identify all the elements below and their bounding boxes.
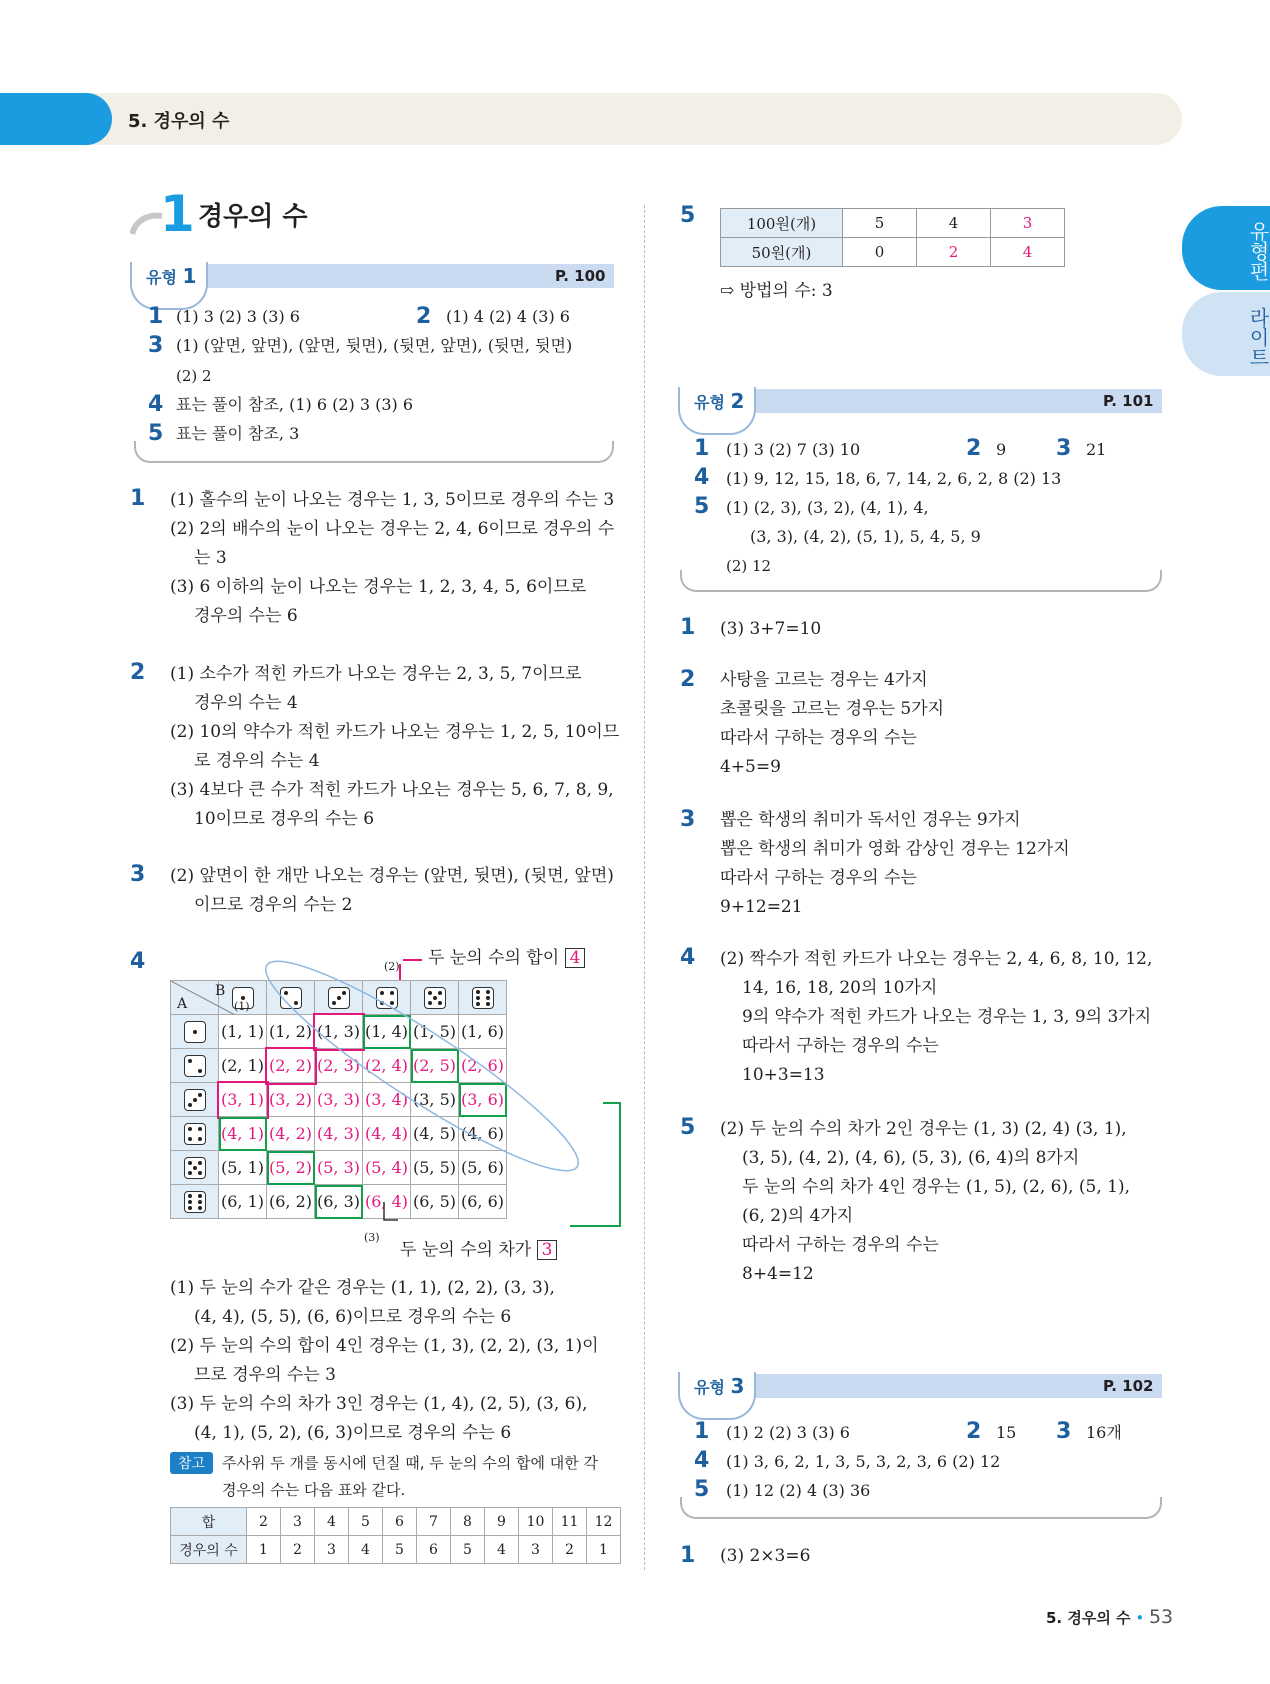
t2-ans-num-5: 5: [694, 494, 710, 519]
chapter-title: 5. 경우의 수: [128, 111, 230, 132]
sol2-line2: 경우의 수는 4: [194, 693, 298, 713]
t3sol1: (3) 2×3=6: [720, 1546, 811, 1566]
cell-3-2: (3, 2): [267, 1083, 315, 1117]
t2-ans-num-3: 3: [1056, 436, 1072, 461]
cell-2-6: (2, 6): [459, 1049, 507, 1083]
sum-cell: 3: [281, 1508, 315, 1536]
count-cell: 2: [281, 1536, 315, 1564]
t2sol4-2: 14, 16, 18, 20의 10가지: [742, 978, 938, 998]
cell-5-6: (5, 6): [459, 1151, 507, 1185]
t2sol5-6: 8+4=12: [742, 1264, 814, 1284]
footer-chapter: 5. 경우의 수: [1046, 1609, 1131, 1627]
coin-cell: 4: [917, 209, 991, 238]
t1-ans-3b: (2) 2: [176, 367, 212, 385]
sum-cell: 7: [417, 1508, 451, 1536]
t2sol5-2: (3, 5), (4, 2), (4, 6), (5, 3), (6, 4)의 8가지: [742, 1148, 1080, 1168]
sol5-result: ⇨ 방법의 수: 3: [720, 281, 833, 301]
t2sol2-2: 초콜릿을 고르는 경우는 5가지: [720, 699, 945, 719]
dice-table-corner: A B: [171, 981, 219, 1015]
cell-1-4: (1, 4): [363, 1015, 411, 1049]
t3-ans-1: (1) 2 (2) 3 (3) 6: [726, 1423, 850, 1442]
section-number: 1: [160, 185, 195, 243]
coin-cell: 0: [843, 238, 917, 267]
sol4-diff-label: 두 눈의 수의 차가 3: [400, 1240, 557, 1260]
t2sol5-4: (6, 2)의 4가지: [742, 1206, 854, 1226]
t2sol3-1: 뽑은 학생의 취미가 독서인 경우는 9가지: [720, 810, 1021, 830]
cell-1-6: (1, 6): [459, 1015, 507, 1049]
count-cell: 2: [553, 1536, 587, 1564]
sum-cell: 2: [247, 1508, 281, 1536]
count-cell: 4: [349, 1536, 383, 1564]
sol4-text6: (4, 1), (5, 2), (6, 3)이므로 경우의 수는 6: [194, 1423, 512, 1443]
sol4-mark2: (2): [384, 960, 400, 973]
type3-box-bottom: [680, 1497, 1162, 1519]
type1-box-bottom: [134, 441, 614, 463]
count-cell: 5: [451, 1536, 485, 1564]
footer-page-number: 53: [1148, 1606, 1174, 1628]
sum-cell: 12: [587, 1508, 621, 1536]
t2sol3-3: 따라서 구하는 경우의 수는: [720, 868, 917, 888]
sol4-mark1: (1): [234, 1000, 250, 1013]
t2sol4-5: 10+3=13: [742, 1065, 825, 1085]
t2sol2-1: 사탕을 고르는 경우는 4가지: [720, 670, 928, 690]
t2sol3-2: 뽑은 학생의 취미가 영화 감상인 경우는 12가지: [720, 839, 1070, 859]
ref-text1: 주사위 두 개를 동시에 던질 때, 두 눈의 수의 합에 대한 각: [222, 1454, 598, 1472]
t2sol1: (3) 3+7=10: [720, 619, 822, 639]
type3-page-ref: P. 102: [1103, 1377, 1154, 1395]
t2-ans-num-4: 4: [694, 465, 710, 490]
cell-3-4: (3, 4): [363, 1083, 411, 1117]
sum-table-h1: 합: [171, 1508, 247, 1536]
sol4-text5: (3) 두 눈의 수의 차가 3인 경우는 (1, 4), (2, 5), (3, 6),: [170, 1394, 588, 1414]
t2sol3-4: 9+12=21: [720, 897, 803, 917]
sum-table-wrap: [170, 1507, 621, 1564]
t2sol1-num: 1: [680, 615, 696, 640]
t1-ans-num-4: 4: [148, 392, 164, 417]
t3-ans-num-2: 2: [966, 1419, 982, 1444]
t2sol5-num: 5: [680, 1115, 696, 1140]
coin-cell: 3: [991, 209, 1065, 238]
cell-1-2: (1, 2): [267, 1015, 315, 1049]
t3-ans-3: 16개: [1086, 1423, 1122, 1442]
cell-2-3: (2, 3): [315, 1049, 363, 1083]
section-swoosh-icon: [130, 210, 164, 236]
t2-ans-2: 9: [996, 440, 1007, 459]
sum-table-h2: 경우의 수: [171, 1536, 247, 1564]
count-cell: 3: [519, 1536, 553, 1564]
side-tab-lite[interactable]: 라이트: [1182, 292, 1270, 376]
count-cell: 1: [587, 1536, 621, 1564]
cell-6-5: (6, 5): [411, 1185, 459, 1219]
sol2-line5: (3) 4보다 큰 수가 적힌 카드가 나오는 경우는 5, 6, 7, 8, 9,: [170, 780, 614, 800]
coin-row2-label: 50원(개): [721, 238, 843, 267]
cell-5-4: (5, 4): [363, 1151, 411, 1185]
cell-4-5: (4, 5): [411, 1117, 459, 1151]
sol4-text4: 므로 경우의 수는 3: [194, 1365, 336, 1385]
t3-ans-num-1: 1: [694, 1419, 710, 1444]
cell-3-6: (3, 6): [459, 1083, 507, 1117]
t1-ans-num-1: 1: [148, 304, 164, 329]
cell-6-4: (6, 4): [363, 1185, 411, 1219]
sum-cell: 8: [451, 1508, 485, 1536]
coin-cell: 4: [991, 238, 1065, 267]
t1-ans-num-2: 2: [416, 304, 432, 329]
cell-2-1: (2, 1): [219, 1049, 267, 1083]
t3-ans-2: 15: [996, 1423, 1017, 1442]
coin-table-wrap: [720, 208, 1065, 267]
t1-ans-2: (1) 4 (2) 4 (3) 6: [446, 307, 570, 326]
sol4-num: 4: [130, 949, 146, 974]
cell-4-6: (4, 6): [459, 1117, 507, 1151]
sol1-line3: 는 3: [194, 548, 227, 568]
cell-4-2: (4, 2): [267, 1117, 315, 1151]
cell-4-4: (4, 4): [363, 1117, 411, 1151]
sol4-mark3: (3): [364, 1231, 380, 1244]
t3-ans-5: (1) 12 (2) 4 (3) 36: [726, 1481, 871, 1500]
sol1-line1: (1) 홀수의 눈이 나오는 경우는 1, 3, 5이므로 경우의 수는 3: [170, 490, 615, 510]
cell-6-3: (6, 3): [315, 1185, 363, 1219]
type1-label: 유형 1: [146, 264, 197, 288]
cell-4-3: (4, 3): [315, 1117, 363, 1151]
cell-5-2: (5, 2): [267, 1151, 315, 1185]
cell-6-2: (6, 2): [267, 1185, 315, 1219]
t3-ans-num-5: 5: [694, 1477, 710, 1502]
type1-page-ref: P. 100: [555, 267, 606, 285]
type3-label: 유형 3: [694, 1374, 745, 1398]
ref-text2: 경우의 수는 다음 표와 같다.: [222, 1481, 406, 1499]
sol2-num: 2: [130, 660, 146, 685]
t2-ans-num-1: 1: [694, 436, 710, 461]
sum-cell: 6: [383, 1508, 417, 1536]
cell-2-4: (2, 4): [363, 1049, 411, 1083]
sol5-num: 5: [680, 203, 696, 228]
sol4-text1: (1) 두 눈의 수가 같은 경우는 (1, 1), (2, 2), (3, 3),: [170, 1278, 555, 1298]
cell-6-6: (6, 6): [459, 1185, 507, 1219]
cell-3-5: (3, 5): [411, 1083, 459, 1117]
cell-2-2: (2, 2): [267, 1049, 315, 1083]
t2sol5-5: 따라서 구하는 경우의 수는: [742, 1235, 939, 1255]
type2-page-ref: P. 101: [1103, 392, 1154, 410]
coin-cell: 2: [917, 238, 991, 267]
coin-table: [720, 208, 1065, 267]
sol4-text2: (4, 4), (5, 5), (6, 6)이므로 경우의 수는 6: [194, 1307, 512, 1327]
cell-1-3: (1, 3): [315, 1015, 363, 1049]
footer: [1046, 1606, 1173, 1628]
sol3-num: 3: [130, 862, 146, 887]
sol1-line2: (2) 2의 배수의 눈이 나오는 경우는 2, 4, 6이므로 경우의 수: [170, 519, 615, 539]
cell-5-3: (5, 3): [315, 1151, 363, 1185]
count-cell: 4: [485, 1536, 519, 1564]
t1-ans-num-5: 5: [148, 421, 164, 446]
t2sol4-1: (2) 짝수가 적힌 카드가 나오는 경우는 2, 4, 6, 8, 10, 12,: [720, 949, 1153, 969]
cell-2-5: (2, 5): [411, 1049, 459, 1083]
t1-ans-1: (1) 3 (2) 3 (3) 6: [176, 307, 300, 326]
type2-label: 유형 2: [694, 389, 745, 413]
cell-1-1: (1, 1): [219, 1015, 267, 1049]
t2-ans-5b: (3, 3), (4, 2), (5, 1), 5, 4, 5, 9: [750, 527, 981, 546]
count-cell: 3: [315, 1536, 349, 1564]
coin-row1-label: 100원(개): [721, 209, 843, 238]
sol3-line1: (2) 앞면이 한 개만 나오는 경우는 (앞면, 뒷면), (뒷면, 앞면): [170, 866, 614, 886]
sol4-sum-label: 두 눈의 수의 합이 4: [428, 948, 585, 968]
sol1-num: 1: [130, 486, 146, 511]
side-tab-type[interactable]: 유형편: [1182, 206, 1270, 290]
cell-5-5: (5, 5): [411, 1151, 459, 1185]
t2sol4-3: 9의 약수가 적힌 카드가 나오는 경우는 1, 3, 9의 3가지: [742, 1007, 1152, 1027]
sol3-line2: 이므로 경우의 수는 2: [194, 895, 353, 915]
t1-ans-3: (1) (앞면, 앞면), (앞면, 뒷면), (뒷면, 앞면), (뒷면, 뒷면): [176, 336, 573, 355]
cell-6-1: (6, 1): [219, 1185, 267, 1219]
t2sol2-num: 2: [680, 667, 696, 692]
sol1-line5: 경우의 수는 6: [194, 606, 298, 626]
t2sol4-4: 따라서 구하는 경우의 수는: [742, 1036, 939, 1056]
count-cell: 5: [383, 1536, 417, 1564]
t2-ans-1: (1) 3 (2) 7 (3) 10: [726, 440, 861, 459]
cell-1-5: (1, 5): [411, 1015, 459, 1049]
t2-ans-3: 21: [1086, 440, 1107, 459]
t1-ans-4: 표는 풀이 참조, (1) 6 (2) 3 (3) 6: [176, 395, 414, 414]
t3sol1-num: 1: [680, 1543, 696, 1568]
dice-table-annotations: [160, 950, 630, 1260]
t3-ans-num-4: 4: [694, 1448, 710, 1473]
t2sol5-3: 두 눈의 수의 차가 4인 경우는 (1, 5), (2, 6), (5, 1),: [742, 1177, 1131, 1197]
sum-cell: 10: [519, 1508, 553, 1536]
sol1-line4: (3) 6 이하의 눈이 나오는 경우는 1, 2, 3, 4, 5, 6이므로: [170, 577, 587, 597]
column-divider: [644, 205, 645, 1570]
t2-ans-5a: (1) (2, 3), (3, 2), (4, 1), 4,: [726, 498, 929, 517]
sum-cell: 11: [553, 1508, 587, 1536]
chapter-header-accent: [0, 93, 112, 145]
t2sol3-num: 3: [680, 807, 696, 832]
sum-cell: 9: [485, 1508, 519, 1536]
ref-badge: 참고: [170, 1452, 213, 1474]
t2sol4-num: 4: [680, 945, 696, 970]
t2-ans-4: (1) 9, 12, 15, 18, 6, 7, 14, 2, 6, 2, 8 (2) 13: [726, 469, 1062, 488]
sum-cell: 5: [349, 1508, 383, 1536]
t3-ans-num-3: 3: [1056, 1419, 1072, 1444]
type2-box-bottom: [680, 570, 1162, 592]
t2-ans-5c: (2) 12: [726, 557, 772, 575]
sol2-line1: (1) 소수가 적힌 카드가 나오는 경우는 2, 3, 5, 7이므로: [170, 664, 582, 684]
cell-4-1: (4, 1): [219, 1117, 267, 1151]
t1-ans-num-3: 3: [148, 333, 164, 358]
cell-3-1: (3, 1): [219, 1083, 267, 1117]
sol4-text3: (2) 두 눈의 수의 합이 4인 경우는 (1, 3), (2, 2), (3, 1)이: [170, 1336, 599, 1356]
count-cell: 1: [247, 1536, 281, 1564]
section-title: 경우의 수: [198, 202, 308, 232]
sol2-line3: (2) 10의 약수가 적힌 카드가 나오는 경우는 1, 2, 5, 10이므: [170, 722, 620, 742]
sol2-line4: 로 경우의 수는 4: [194, 751, 320, 771]
footer-dot-icon: •: [1135, 1609, 1145, 1627]
sum-cell: 4: [315, 1508, 349, 1536]
t2sol5-1: (2) 두 눈의 수의 차가 2인 경우는 (1, 3) (2, 4) (3, 1),: [720, 1119, 1127, 1139]
count-cell: 6: [417, 1536, 451, 1564]
cell-3-3: (3, 3): [315, 1083, 363, 1117]
t1-ans-5: 표는 풀이 참조, 3: [176, 424, 300, 443]
t2-ans-num-2: 2: [966, 436, 982, 461]
t3-ans-4: (1) 3, 6, 2, 1, 3, 5, 3, 2, 3, 6 (2) 12: [726, 1452, 1001, 1471]
cell-5-1: (5, 1): [219, 1151, 267, 1185]
coin-cell: 5: [843, 209, 917, 238]
t2sol2-4: 4+5=9: [720, 757, 781, 777]
sum-table: [170, 1507, 621, 1564]
t2sol2-3: 따라서 구하는 경우의 수는: [720, 728, 917, 748]
sol2-line6: 10이므로 경우의 수는 6: [194, 809, 375, 829]
